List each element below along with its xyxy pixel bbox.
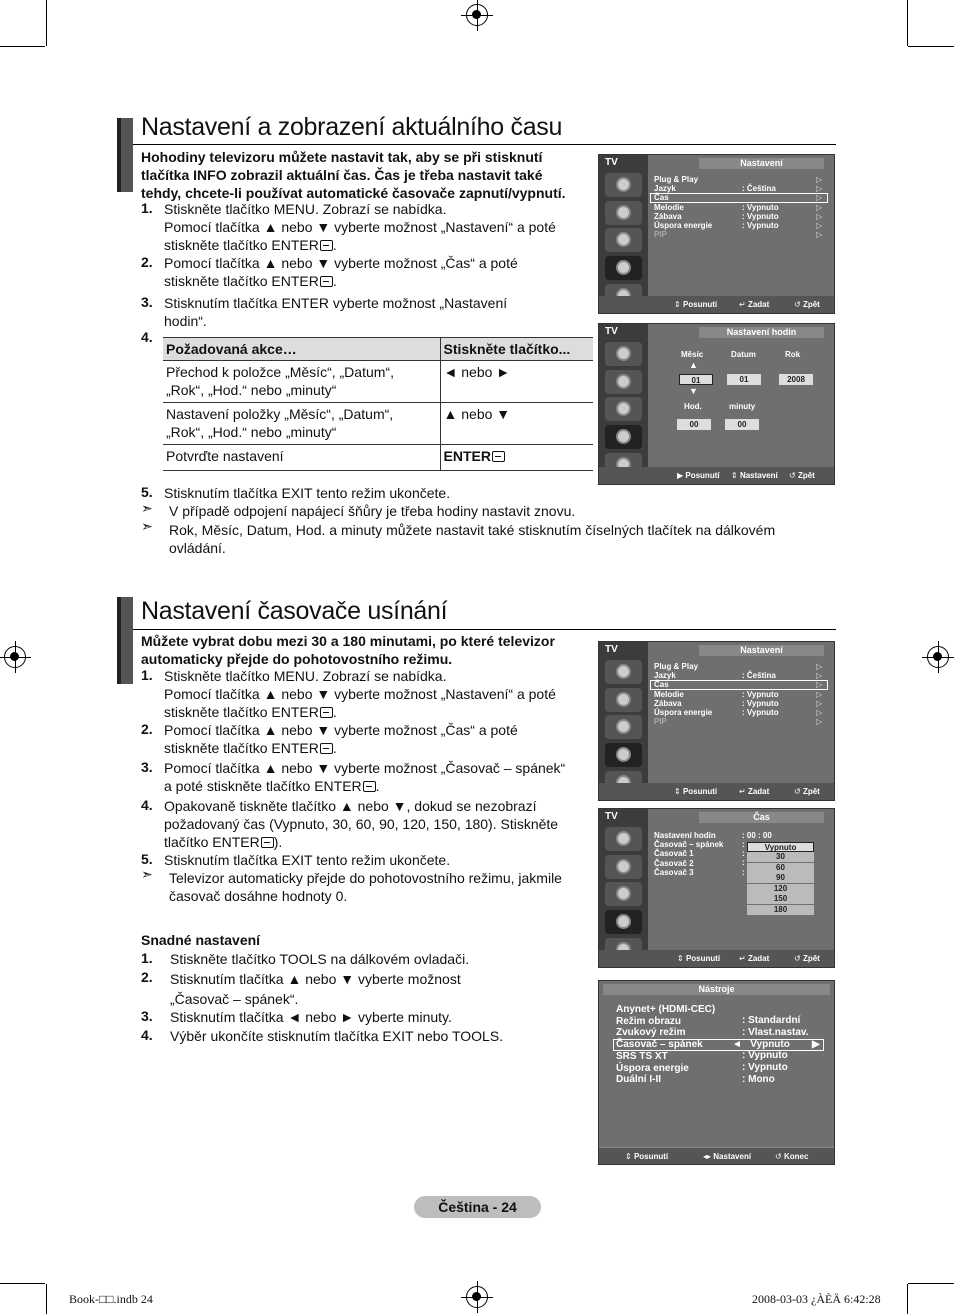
enter-icon [320, 707, 333, 718]
enter-icon [320, 276, 333, 287]
page-number-badge: Čeština - 24 [414, 1196, 541, 1218]
print-footer-right: 2008-03-03 ¿ÀÈÄ 6:42:28 [752, 1292, 881, 1306]
osd-setup-menu: TV Nastavení Plug & Play Jazyk Čas Melodie Zábava Úspora energie PIP : Čeština : Vypnuto : Vypnuto : Vypnuto ▷ ▷ ▷ ▷ ▷ ▷ ▷ ⇕ Posunutí ↵ Zadat ↺ Zpět [598, 154, 835, 314]
heading-rule [133, 629, 836, 630]
note-arrow-icon: ➣ [141, 500, 153, 516]
easy-setup-title: Snadné nastavení [141, 932, 261, 948]
registration-mark-icon [4, 646, 26, 668]
registration-mark-icon [927, 646, 949, 668]
osd-time-menu: TV Čas Nastavení hodin Časovač – spánek Časovač 1 Časovač 2 Časovač 3 : 00 : 00 : : : : Vypnuto 30 60 90 120 150 180 ⇕ Posunutí ↵ Zadat ↺ Zpět [598, 808, 835, 968]
enter-icon [363, 781, 376, 792]
section2-title: Nastavení časovače usínání [141, 597, 448, 625]
osd-setup-menu: TV Nastavení Plug & Play Jazyk Čas Melodie Zábava Úspora energie PIP : Čeština : Vypnuto : Vypnuto : Vypnuto ▷ ▷ ▷ ▷ ▷ ▷ ▷ ⇕ Posunutí ↵ Zadat ↺ Zpět [598, 641, 835, 801]
section1-step5: Stisknutím tlačítka EXIT tento režim ukončete. [164, 485, 451, 501]
heading-bar [117, 118, 133, 192]
section1-step3: Stisknutím tlačítka ENTER vyberte možnost „Nastavení hodin“. [164, 295, 508, 329]
section1-note1: V případě odpojení napájecí šňůry je třeba hodiny nastavit znovu. [169, 503, 576, 519]
enter-icon [320, 240, 333, 251]
enter-icon [261, 837, 274, 848]
heading-rule [133, 144, 836, 145]
enter-icon [492, 451, 505, 462]
osd-tools-menu: Nástroje Anynet+ (HDMI-CEC) Režim obrazu Zvukový režim Časovač – spánek SRS TS XT Úspora energie Duální I-II : Standardní : Vlast.nastav. : Vypnuto : Vypnuto : Mono ◄ Vypnuto ▶ ⇕ Posunutí ◂▸ Nastavení ↺ Konec [598, 980, 835, 1165]
heading-bar [117, 597, 133, 684]
section1-step1: Stiskněte tlačítko MENU. Zobrazí se nabídka. Pomocí tlačítka ▲ nebo ▼ vyberte možnost „Nastavení“ a poté stiskněte tlačítko ENTER . [164, 201, 556, 253]
section1-note2: Rok, Měsíc, Datum, Hod. a minuty můžete nastavit také stisknutím číselných tlačítek na dálkovém ovládání. [169, 522, 776, 556]
note-arrow-icon: ➣ [141, 866, 153, 882]
section1-intro: Hohodiny televizoru můžete nastavit tak, aby se při stisknutí tlačítka INFO zobrazil aktuální čas. Čas je třeba nastavit také tehdy, chcete-li používat automatické časovače zapnutí/vypnutí. [141, 149, 566, 201]
registration-mark-icon [466, 1286, 488, 1308]
osd-clock-set: TV Nastavení hodin Měsíc Datum Rok ▲ 01 01 2008 ▼ Hod. minuty 00 00 ▶ Posunutí ⇕ Nastavení ↺ Zpět [598, 323, 835, 485]
section2-intro: Můžete vybrat dobu mezi 30 a 180 minutami, po které televizor automaticky přejde do pohotovostního režimu. [141, 633, 555, 667]
print-footer-left: Book-□□.indb 24 [69, 1292, 153, 1306]
section1-step2: Pomocí tlačítka ▲ nebo ▼ vyberte možnost „Čas“ a poté stiskněte tlačítko ENTER . [164, 255, 518, 289]
registration-mark-icon [466, 4, 488, 26]
note-arrow-icon: ➣ [141, 518, 153, 534]
enter-icon [320, 743, 333, 754]
action-table: Požadovaná akce… Stiskněte tlačítko... Přechod k položce „Měsíc“, „Datum“, „Rok“, „Hod.“ nebo „minuty“ ◄ nebo ► Nastavení položky „Měsíc“, „Datum“, „Rok“, „Hod.“ nebo „minuty“ ▲ nebo ▼ Potvrďte nastavení ENTER [163, 337, 593, 471]
section1-title: Nastavení a zobrazení aktuálního času [141, 113, 563, 141]
